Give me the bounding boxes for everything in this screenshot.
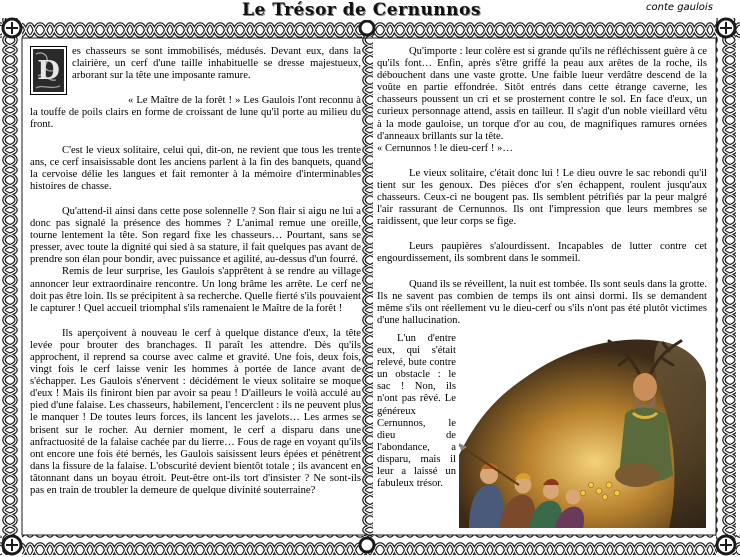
closing-paragraph — [377, 333, 456, 490]
dropcap-letter: D — [37, 56, 60, 86]
page-subtitle-tag: conte gaulois — [643, 2, 716, 13]
paragraph: L'un d'entre eux, qui s'était relevé, bute contre un obstacle : le sac ! Non, ils n'ont pas rêvé. Le généreux Cernunnos, le dieu de l'abondance, a disparu, mais il leur a laissé un fabuleux trésor. — [377, 333, 456, 490]
paragraph: Le vieux solitaire, c'était donc lui ! Le dieu ouvre le sac rebondi qu'il tient sur les genoux. Des pièces d'or s'en échappent, roulent jusqu'aux chasseurs. Ceux-ci ne bougent pas. Ils semblent pétrifiés par la peur malgré l'air rassurant de Cernunnos. Ils ont l'impression que leurs membres se raidissent, que leur corps se fige. — [377, 167, 707, 228]
paragraph: Quand ils se réveillent, la nuit est tombée. Ils sont seuls dans la grotte. Ils ne savent pas combien de temps ils ont ainsi dormi. Ils se demandent même s'ils ont réellement vu le dieu-cerf ou s'ils n'ont pas été plutôt victimes d'une hallucination. — [377, 278, 707, 326]
dropcap-illuminated-letter — [30, 46, 67, 95]
paragraph: Leurs paupières s'alourdissent. Incapables de lutter contre cet engourdissement, ils sombrent dans le sommeil. — [377, 241, 707, 265]
cernunnos-cave-scene-illustration — [459, 335, 706, 528]
paragraph: « Le Maître de la forêt ! » Les Gaulois l'ont reconnu à la touffe de poils clairs en forme de croissant de lune qu'il porte au milieu du front. — [30, 95, 361, 131]
page-title: Le Trésor de Cernunnos — [236, 0, 487, 20]
paragraph: C'est le vieux solitaire, celui qui, dit-on, ne revient que tous les trente ans, ce cerf insaisissable dont les anciens parlent à la fin des banquets, quand la cervoise délie les langues et fait remonter à la mémoire d'interminables histoires de chasse. — [30, 144, 361, 192]
paragraph: es chasseurs se sont immobilisés, médusés. Devant eux, dans la clairière, un cerf d'une taille inhabituelle se dresse majestueux, arborant sur la tête une imposante ramure. — [72, 46, 361, 82]
paragraph: Ils aperçoivent à nouveau le cerf à quelque distance d'eux, la tête levée pour brouter des branchages. Il paraît les attendre. Dès qu'ils approchent, il reprend sa course avec calme et gravité. Une fois, deux fois, vingt fois le cerf laisse venir les hommes à portée de lance avant de s'échapper. Les Gaulois s'énervent : décidément le vieux solitaire se moque d'eux ! Mais ils finiront bien par avoir sa peau ! D'ailleurs le voilà acculé au pied d'une falaise. Les chasseurs, habilement, l'encerclent : ils ne peuvent plus le manquer ! De toutes leurs forces, ils lancent les javelots… Les armes se brisent sur le rocher. Au dernier moment, le cerf a disparu dans une anfractuosité de la falaise cachée par du lierre… Fous de rage en voyant qu'ils ont encore une fois été bernés, les Gaulois saisissent leurs épées et pénètrent dans la fissure de la falaise. L'obscurité devient bientôt totale ; ils avancent en tâtonnant dans un boyau étroit. Peut-être ont-ils tort d'insister ? Ne sont-ils pas en train de troubler la demeure de quelque divinité souterraine? — [30, 327, 361, 496]
paragraph: Remis de leur surprise, les Gaulois s'apprêtent à se rendre au village annoncer leur extraordinaire rencontre. Un long brâme les arrête. Le cerf ne doit pas être loin. Ils se précipitent à sa recherche. Quelle fierté s'ils pouvaient le capturer ! Quel accueil triomphal s'ils ramenaient le Maître de la forêt ! — [30, 266, 361, 314]
right-column — [377, 46, 707, 340]
paragraph: « Cernunnos ! le dieu-cerf ! »… — [377, 142, 513, 154]
paragraph: Qu'importe : leur colère est si grande qu'ils ne réfléchissent guère à ce qu'ils font… Enfin, après s'être griffé la peau aux arêtes de la roche, ils débouchent dans une vaste grotte. Une faible lueur verdâtre descend de la voûte en partie effondrée. Sitôt entrés dans cette étrange caverne, les chasseurs poussent un cri et se prosternent contre le sol. En face d'eux, un curieux personnage attend, assis en tailleur. Il s'agit d'un noble vieillard vêtu à la mode gauloise, un torque d'or au cou, de magnifiques ramures ornées d'anneaux brillants sur la tête. — [377, 46, 707, 142]
left-column — [30, 46, 361, 510]
paragraph: Qu'attend-il ainsi dans cette pose solennelle ? Son flair si aigu ne lui a donc pas signalé la présence des hommes ? L'animal remue une oreille, tourne lentement la tête. Son regard fixe les chasseurs… Pourtant, sans se presser, avec toute la dignité qui sied à sa stature, il fait quelques pas avant de prendre son élan pour bondir, avec puissance et agilité, au-dessus d'un fourré. — [30, 205, 361, 266]
